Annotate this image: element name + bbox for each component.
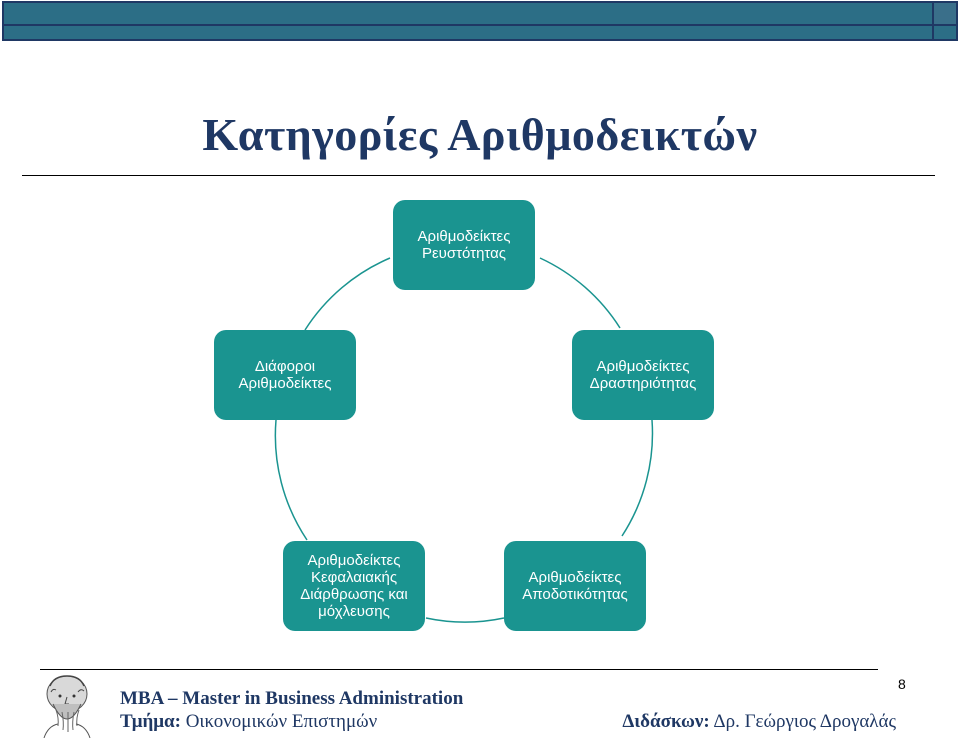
footer-divider bbox=[40, 669, 878, 670]
node-capital-structure-ratios bbox=[283, 541, 425, 631]
node-profitability-ratios bbox=[504, 541, 646, 631]
page-number: 8 bbox=[898, 676, 906, 692]
node-label: Αριθμοδείκτες Αποδοτικότητας bbox=[522, 569, 628, 603]
connector-arc bbox=[305, 258, 390, 330]
node-label: Αριθμοδείκτες Δραστηριότητας bbox=[589, 358, 697, 392]
philosopher-bust-logo bbox=[36, 672, 98, 738]
department-value: Οικονομικών Επιστημών bbox=[185, 711, 378, 732]
department-line bbox=[120, 711, 377, 733]
node-liquidity-ratios bbox=[393, 200, 535, 290]
connector-arc bbox=[540, 258, 620, 328]
node-other-ratios bbox=[214, 330, 356, 420]
slide-title: Κατηγορίες Αριθμοδεικτών bbox=[202, 109, 758, 160]
node-label: Αριθμοδείκτες Κεφαλαιακής Διάρθρωσης και μόχλευσης bbox=[300, 552, 408, 620]
node-activity-ratios bbox=[572, 330, 714, 420]
node-label: Διάφοροι Αριθμοδείκτες bbox=[238, 358, 332, 392]
connector-arc bbox=[622, 420, 652, 536]
connector-arc bbox=[275, 420, 307, 540]
department-label: Τμήμα: bbox=[120, 711, 181, 732]
instructor-line bbox=[622, 711, 896, 733]
program-name: MBA – Master in Business Administration bbox=[120, 688, 464, 709]
instructor-value: Δρ. Γεώργιος Δρογαλάς bbox=[713, 711, 896, 732]
connector-arc bbox=[426, 618, 504, 622]
node-label: Αριθμοδείκτες Ρευστότητας bbox=[417, 228, 511, 262]
instructor-label: Διδάσκων: bbox=[622, 711, 710, 732]
